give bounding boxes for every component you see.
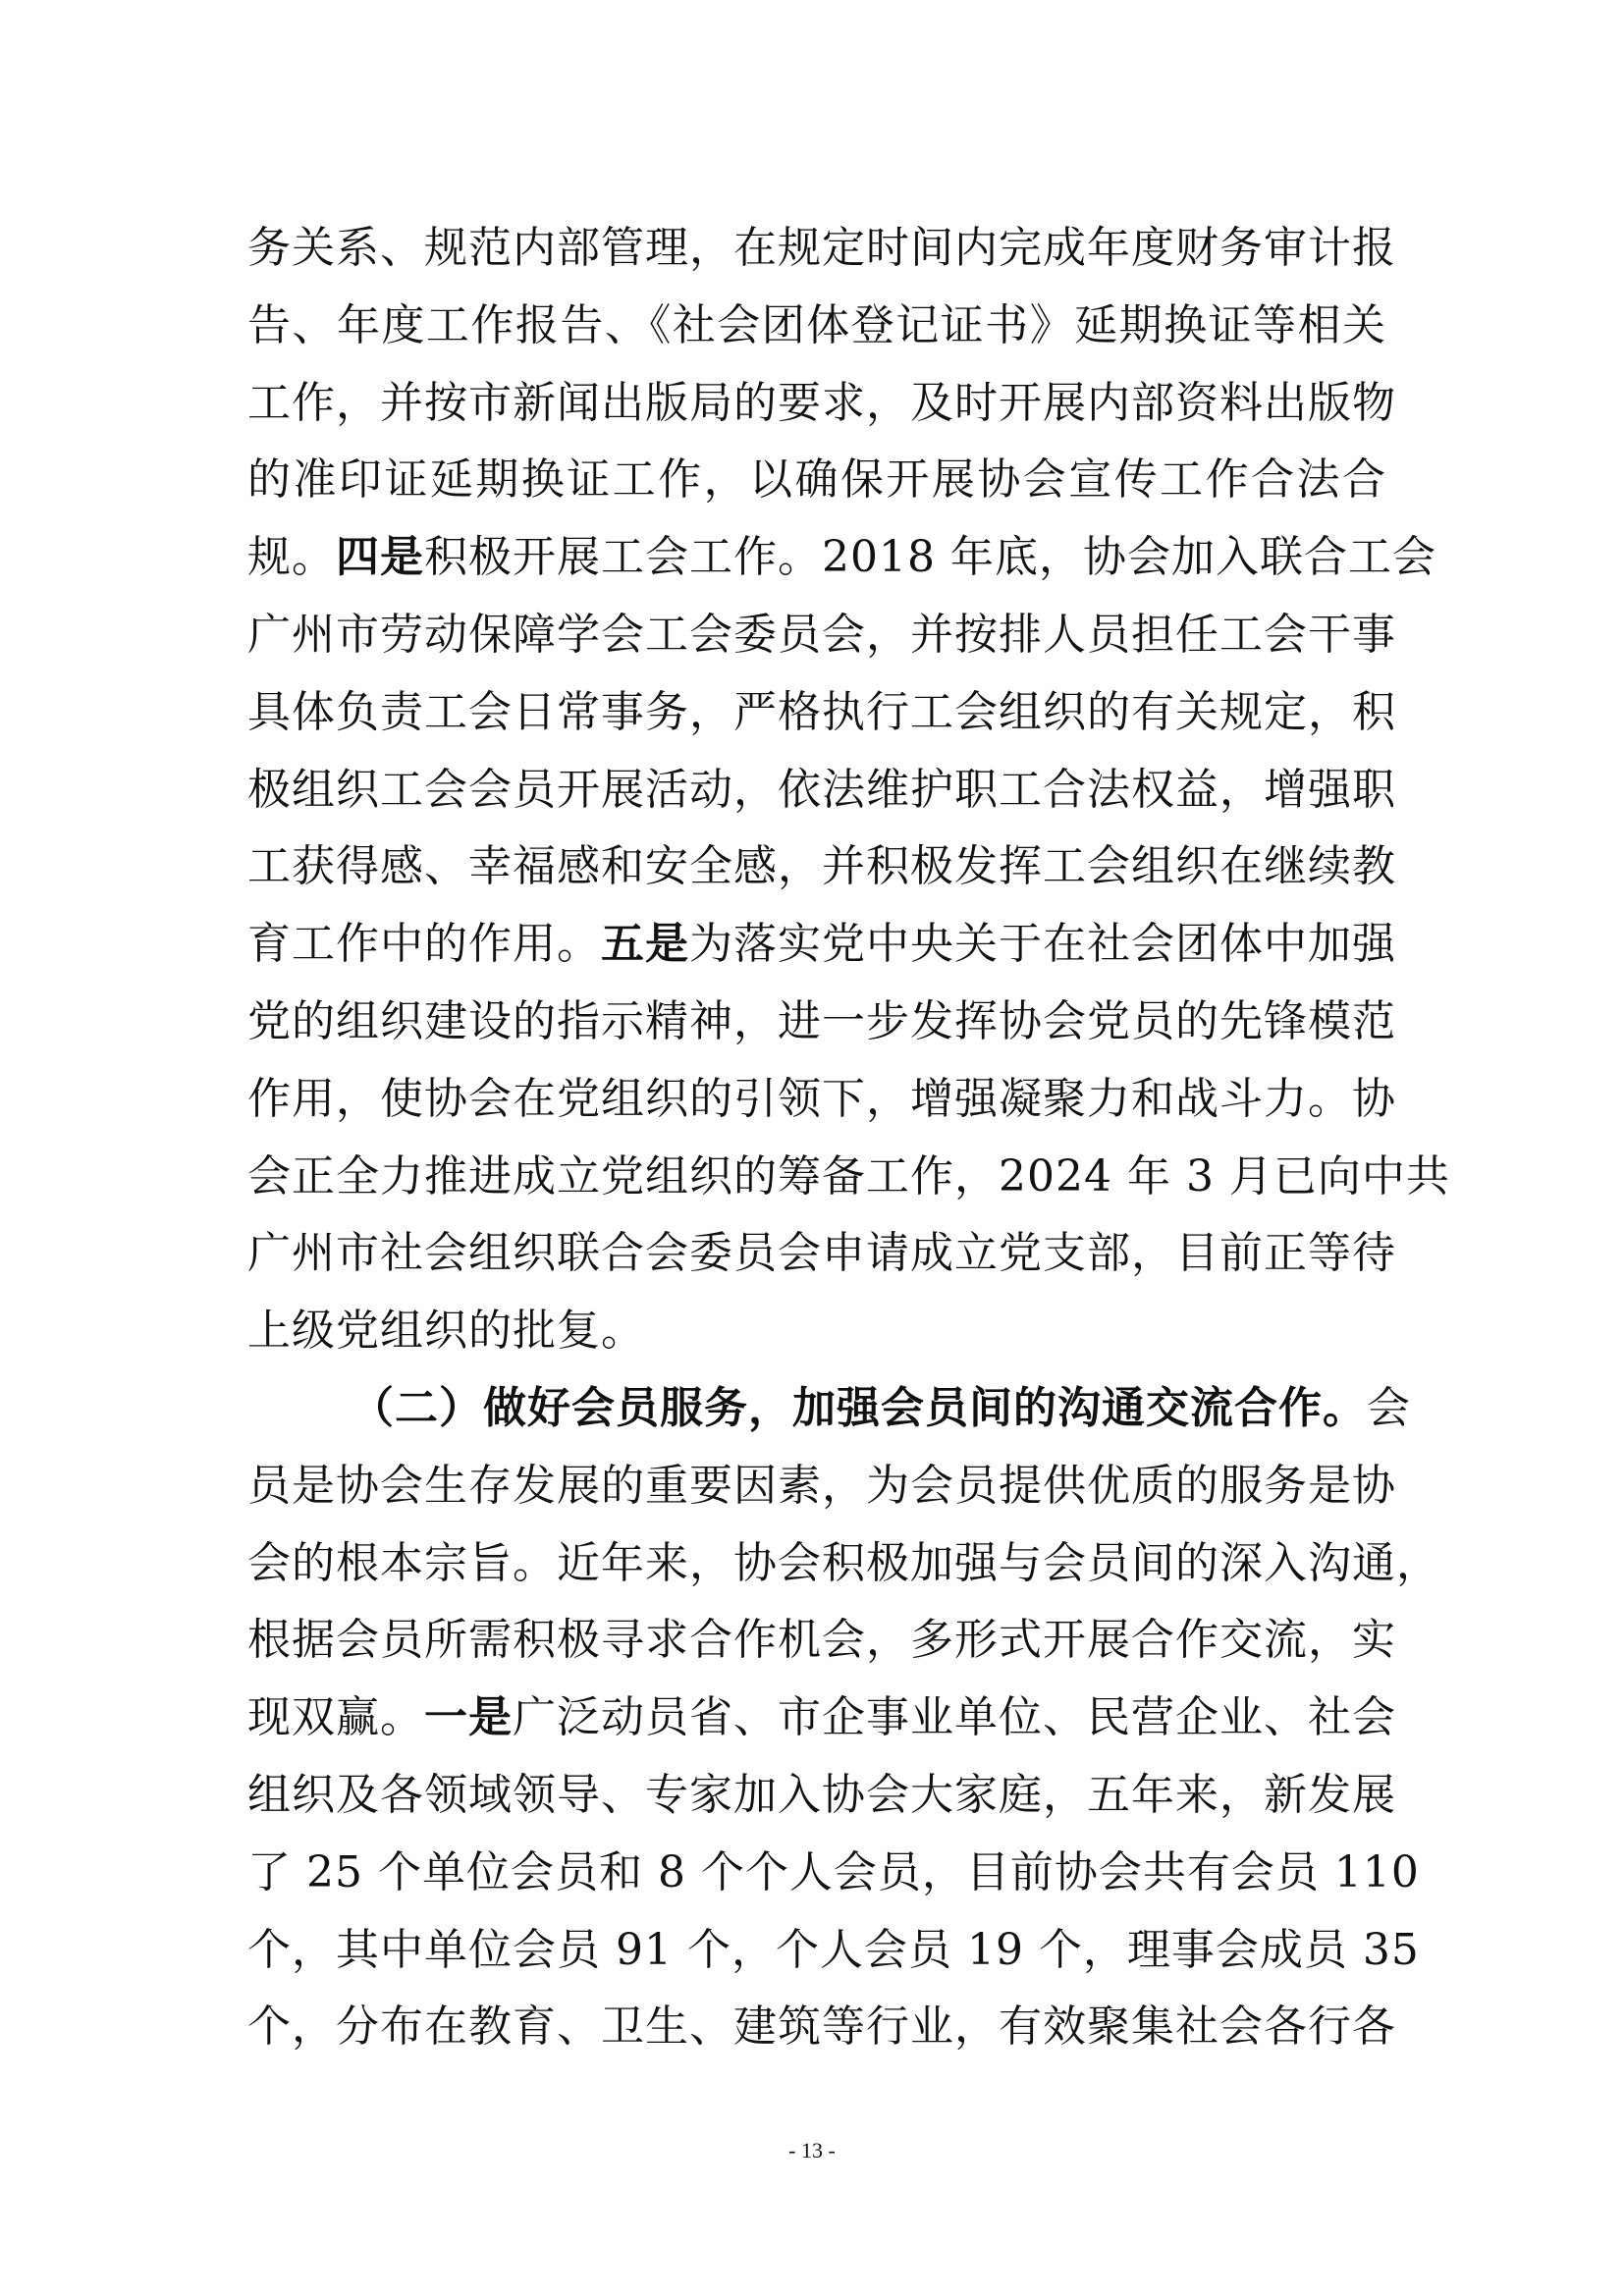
line-text: 为落实党中央关于在社会团体中加强 (689, 919, 1396, 970)
text-line: 广州市劳动保障学会工会委员会，并按排人员担任工会干事 (247, 609, 1396, 660)
line-text: 规。 (247, 532, 336, 583)
text-line: 的准印证延期换证工作，以确保开展协会宣传工作合法合 (247, 454, 1386, 506)
page-number: - 13 - (788, 2138, 836, 2163)
text-line: 具体负责工会日常事务，严格执行工会组织的有关规定，积 (247, 686, 1396, 737)
bold-emphasis: 五是 (601, 919, 689, 970)
text-line: 广州市社会组织联合会委员会申请成立党支部，目前正等待 (247, 1228, 1396, 1279)
text-line: 务关系、规范内部管理，在规定时间内完成年度财务审计报 (247, 223, 1396, 273)
text-line: 极组织工会会员开展活动，依法维护职工合法权益，增强职 (247, 764, 1396, 815)
text-line: 了 25 个单位会员和 8 个个人会员，目前协会共有会员 110 (247, 1846, 1420, 1897)
text-line: 员是协会生存发展的重要因素，为会员提供优质的服务是协 (247, 1460, 1396, 1511)
text-line: 工获得感、幸福感和安全感，并积极发挥工会组织在继续教 (247, 841, 1396, 892)
text-line: 会正全力推进成立党组织的筹备工作，2024 年 3 月已向中共 (247, 1150, 1450, 1201)
bold-emphasis: 一是 (424, 1692, 513, 1743)
text-line: 工作，并按市新闻出版局的要求，及时开展内部资料出版物 (247, 377, 1396, 428)
text-line: 根据会员所需积极寻求合作机会，多形式开展合作交流，实 (247, 1615, 1396, 1666)
line-text: 育工作中的作用。 (247, 919, 601, 970)
text-line: 个，其中单位会员 91 个，个人会员 19 个，理事会成员 35 (247, 1924, 1420, 1975)
text-line: 告、年度工作报告、《社会团体登记证书》延期换证等相关 (247, 299, 1386, 350)
line-text: 现双赢。 (247, 1692, 424, 1743)
section-heading-line (247, 1370, 1411, 1448)
text-line: 上级党组织的批复。 (247, 1306, 645, 1357)
line-text: 广泛动员省、市企事业单位、民营企业、社会 (513, 1692, 1396, 1743)
text-line (247, 906, 1396, 984)
text-line: 组织及各领域领导、专家加入协会大家庭，五年来，新发展 (247, 1769, 1396, 1820)
bold-emphasis: 四是 (336, 532, 424, 583)
text-line: 作用，使协会在党组织的引领下，增强凝聚力和战斗力。协 (247, 1073, 1396, 1124)
text-line: 会的根本宗旨。近年来，协会积极加强与会员间的深入沟通， (247, 1537, 1440, 1588)
line-text: 积极开展工会工作。2018 年底，协会加入联合工会 (424, 532, 1436, 583)
text-line: 党的组织建设的指示精神，进一步发挥协会党员的先锋模范 (247, 995, 1396, 1046)
section-heading: （二）做好会员服务，加强会员间的沟通交流合作。 (351, 1382, 1367, 1433)
text-line (247, 1680, 1396, 1757)
text-line: 个，分布在教育、卫生、建筑等行业，有效聚集社会各行各 (247, 2002, 1396, 2053)
document-body (247, 210, 1450, 2066)
text-line (247, 519, 1436, 597)
line-text: 会 (1367, 1382, 1411, 1433)
